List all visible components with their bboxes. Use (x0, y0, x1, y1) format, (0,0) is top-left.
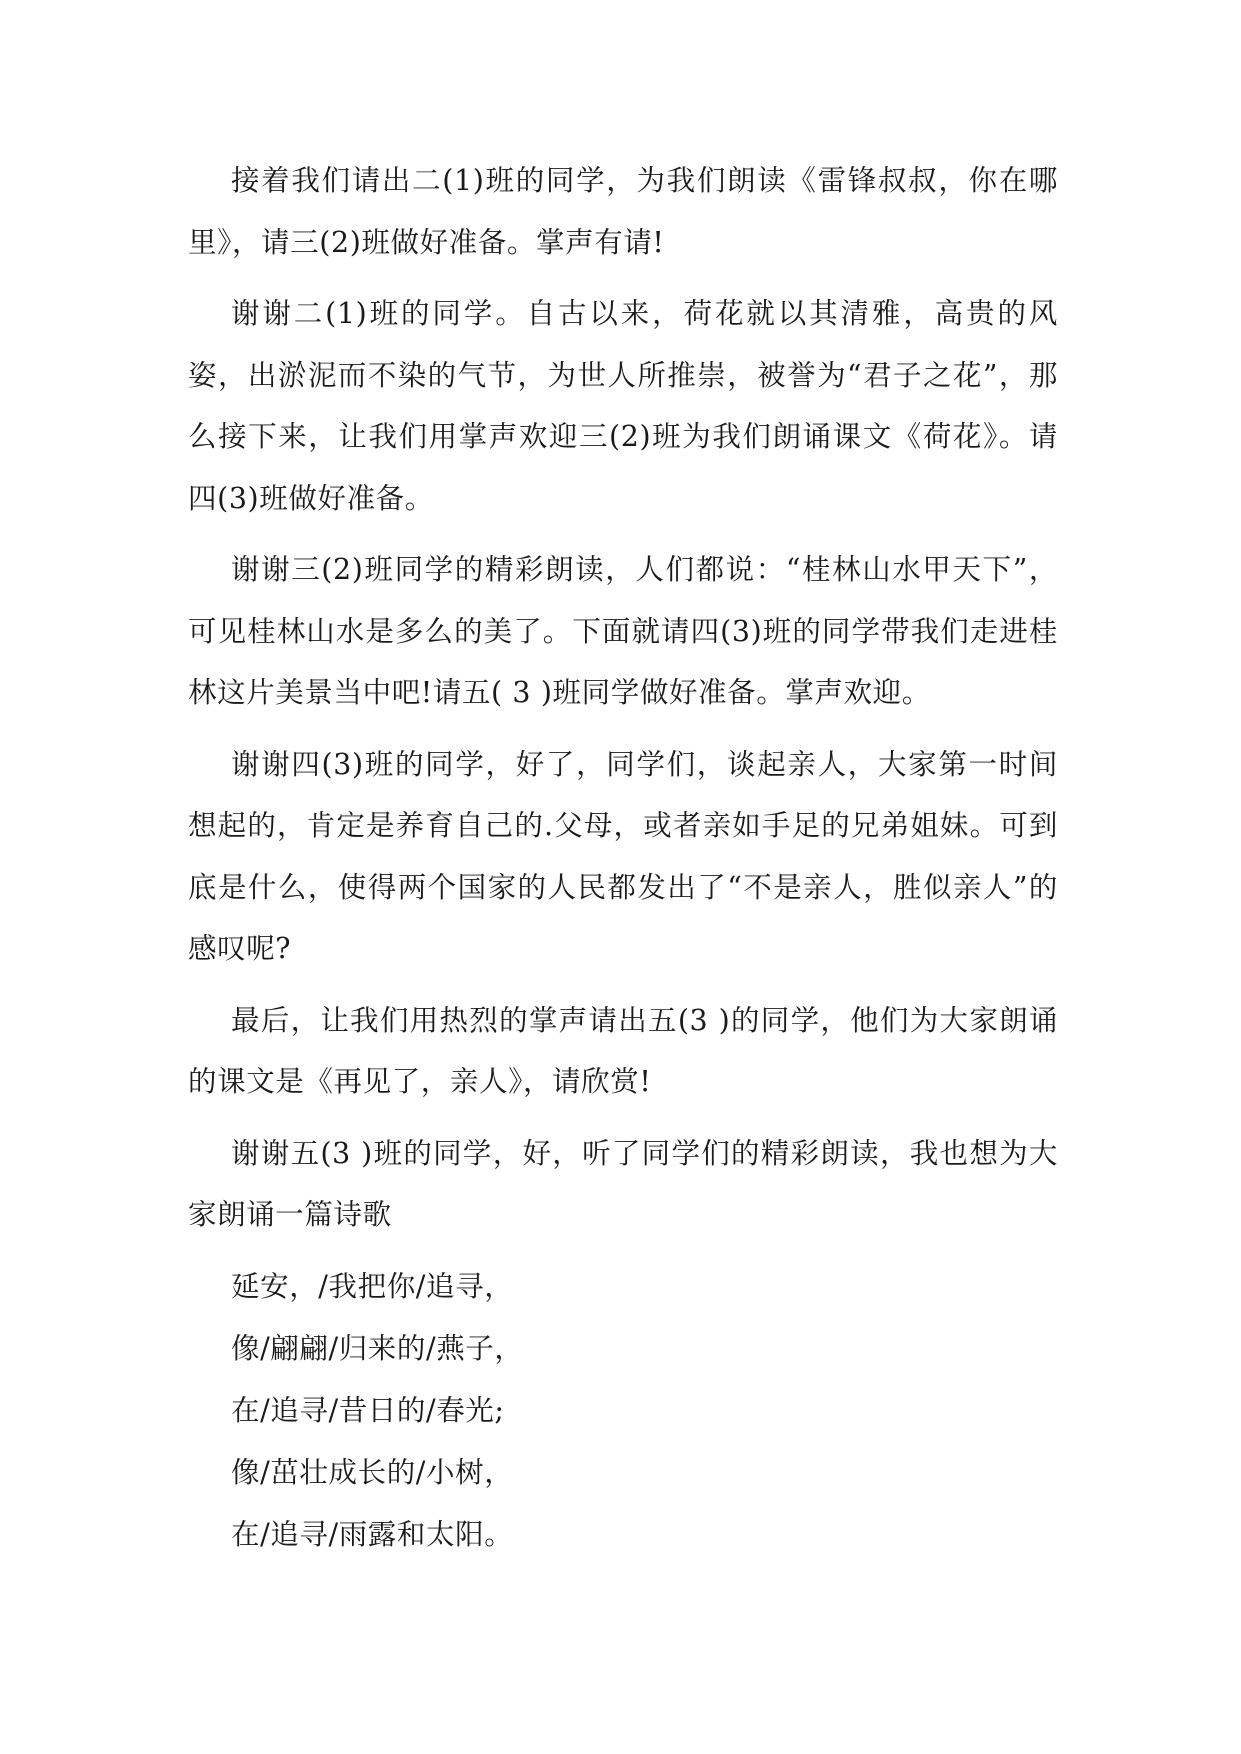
poem (188, 1256, 1058, 1566)
poem-line-3: 在/追寻/昔日的/春光; (231, 1393, 505, 1427)
poem-line-4: 像/茁壮成长的/小树， (231, 1455, 514, 1489)
poem-line-2: 像/翩翩/归来的/燕子， (231, 1331, 524, 1365)
document-body (188, 150, 1058, 1566)
poem-line-5: 在/追寻/雨露和太阳。 (231, 1517, 514, 1551)
paragraph-3: 谢谢三(2)班同学的精彩朗读，人们都说：“桂林山水甲天下”，可见桂林山水是多么的美了。下面就请四(3)班的同学带我们走进桂林这片美景当中吧!请五( 3 )班同学做好准备。掌声欢迎。 (188, 553, 1058, 709)
poem-line-1: 延安，/我把你/追寻， (231, 1269, 514, 1303)
paragraph-2: 谢谢二(1)班的同学。自古以来，荷花就以其清雅，高贵的风姿，出淤泥而不染的气节，为世人所推崇，被誉为“君子之花”，那么接下来，让我们用掌声欢迎三(2)班为我们朗诵课文《荷花》。请四(3)班做好准备。 (188, 297, 1058, 515)
paragraph-1: 接着我们请出二(1)班的同学，为我们朗读《雷锋叔叔，你在哪里》，请三(2)班做好准备。掌声有请! (188, 164, 1058, 259)
paragraph-6: 谢谢五(3 )班的同学，好，听了同学们的精彩朗读，我也想为大家朗诵一篇诗歌 (188, 1136, 1058, 1231)
paragraph-4: 谢谢四(3)班的同学，好了，同学们，谈起亲人，大家第一时间想起的，肯定是养育自己的.父母，或者亲如手足的兄弟姐妹。可到底是什么，使得两个国家的人民都发出了“不是亲人，胜似亲人”的感叹呢? (188, 747, 1058, 965)
paragraph-5: 最后，让我们用热烈的掌声请出五(3 )的同学，他们为大家朗诵的课文是《再见了，亲人》，请欣赏! (188, 1003, 1058, 1098)
